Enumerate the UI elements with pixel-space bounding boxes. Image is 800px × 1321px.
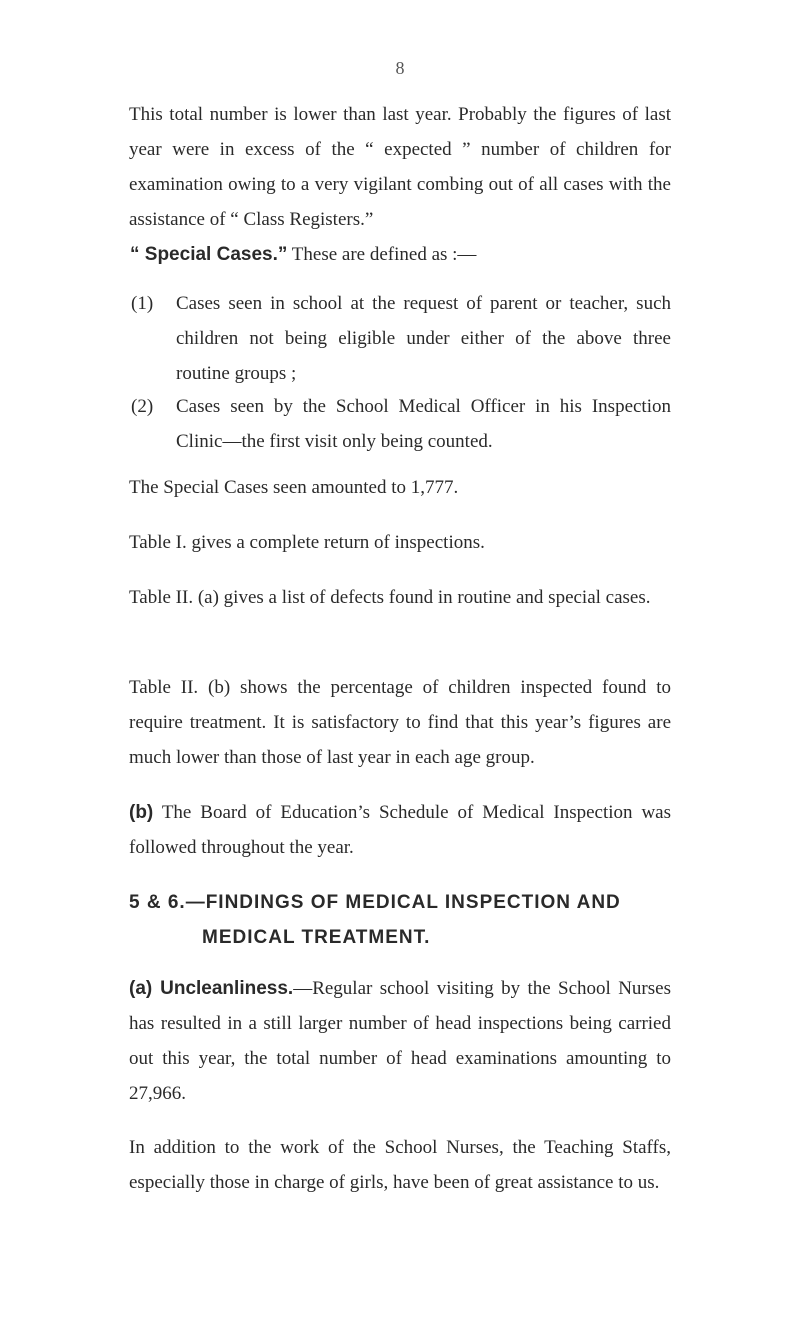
section-heading-line-2: MEDICAL TREATMENT. [202,927,431,948]
paragraph-table-2a: Table II. (a) gives a list of defects found in routine and special cases. [129,587,651,608]
section-heading [129,885,689,955]
paragraph-table-2b: Table II. (b) shows the percentage of children inspected found to require treatment. It is satisfactory to find that this year’s figures are much lower than those of last year in each age group. [129,677,671,768]
board-label: (b) [129,802,154,823]
paragraph-total-number: This total number is lower than last year. Probably the figures of last year were in excess of the “ expected ” number of children for examination owing to a very vigilant combing out of all cases with the assistance of “ Class Registers.” [129,104,671,230]
special-cases-item-2 [131,389,671,459]
paragraph-special-cases-intro [129,237,672,272]
paragraph-uncleanliness [129,971,671,1111]
paragraph-table-1: Table I. gives a complete return of inspections. [129,532,485,553]
board-text: The Board of Education’s Schedule of Medical Inspection was followed throughout the year. [129,802,671,858]
section-heading-line-1: 5 & 6.—FINDINGS OF MEDICAL INSPECTION AND [129,892,621,913]
paragraph-special-cases-amount: The Special Cases seen amounted to 1,777. [129,477,459,498]
page-number: 8 [395,58,405,78]
uncleanliness-label: (a) Uncleanliness. [129,978,294,999]
item-number: (2) [131,396,154,417]
uncleanliness-text: —Regular school visiting by the School Nurses has resulted in a still larger number of head inspections being carried out this year, the total number of head examinations amounting to 27,966. [129,978,671,1104]
item-text: Cases seen by the School Medical Officer in his Inspection Clinic—the first visit only being counted. [176,396,671,452]
paragraph-board-schedule [129,795,671,865]
special-cases-item-1 [131,286,671,391]
special-cases-intro-text: These are defined as :— [287,244,477,265]
item-text: Cases seen in school at the request of parent or teacher, such children not being eligible under either of the above three routine groups ; [176,293,671,384]
special-cases-heading: “ Special Cases.” [130,244,288,265]
paragraph-addition: In addition to the work of the School Nurses, the Teaching Staffs, especially those in charge of girls, have been of great assistance to us. [129,1137,671,1193]
item-number: (1) [131,293,154,314]
